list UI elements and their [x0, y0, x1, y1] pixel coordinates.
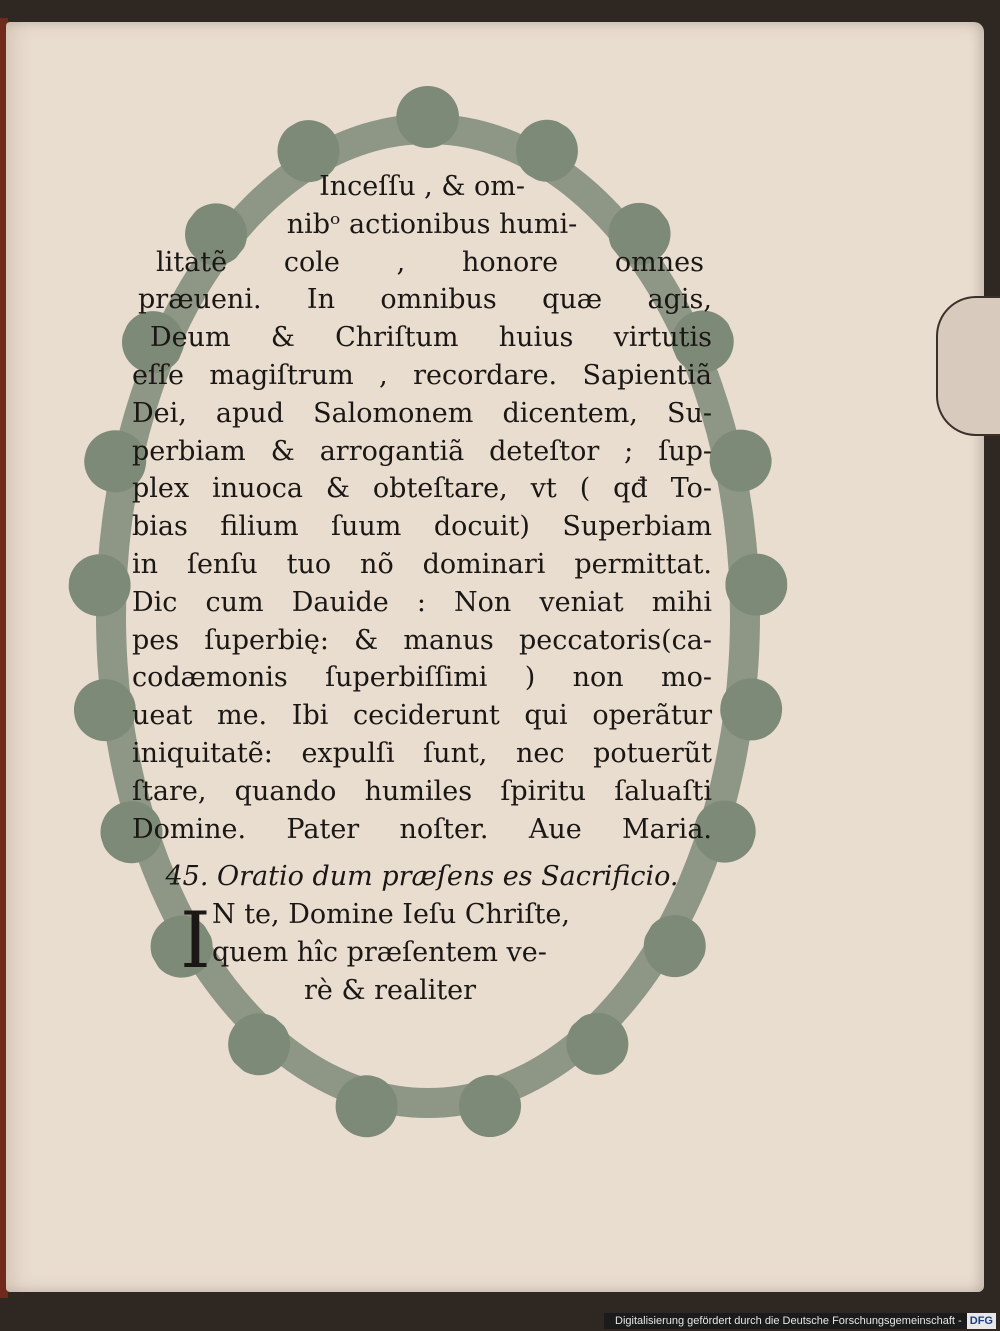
text-line: litatẽ cole , honore omnes — [156, 246, 704, 278]
prayer-line: N te, Domine Ieſu Chriſte, — [212, 899, 570, 931]
drop-cap: I — [180, 896, 211, 987]
text-line: Inceſſu , & om- — [319, 171, 525, 202]
footer-text: Digitalisierung gefördert durch die Deutsche Forschungsgemeinschaft - — [615, 1315, 962, 1327]
prayer-line: rè & realiter — [304, 974, 477, 1006]
text-line: ueat me. Ibi ceciderunt qui operãtur — [132, 700, 712, 732]
prayer-line: quem hîc præſentem ve- — [212, 936, 547, 968]
text-line: codæmonis ſuperbiſſimi ) non mo- — [132, 662, 712, 694]
text-line: Domine. Pater noſter. Aue Maria. — [132, 813, 712, 845]
text-line: ſtare, quando humiles ſpiritu ſaluaſti — [132, 775, 712, 807]
text-line: pes ſuperbię: & manus peccatoris(ca- — [132, 624, 712, 656]
text-line: iniquitatẽ: expulſi ſunt, nec potuerũt — [132, 737, 712, 769]
text-line: plex inuoca & obteſtare, vt ( qđ To- — [132, 473, 712, 505]
text-line: Dei, apud Salomonem dicentem, Su- — [132, 397, 712, 429]
prayer-block — [132, 896, 712, 1009]
page-text — [132, 168, 712, 1048]
page-tab-marker — [936, 296, 1000, 436]
dfg-logo: DFG — [967, 1313, 996, 1329]
text-line: Deum & Chriſtum huius virtutis — [150, 322, 712, 354]
text-line: nibᵒ actionibus humi- — [286, 208, 578, 240]
text-line: eſſe magiſtrum , recordare. Sapientiã — [132, 359, 712, 391]
text-line: Dic cum Dauide : Non veniat mihi — [132, 586, 712, 618]
text-line: in ſenſu tuo nõ dominari permittat. — [132, 548, 712, 580]
text-line: perbiam & arrogantiã deteſtor ; ſup- — [132, 435, 712, 467]
footer-credit — [604, 1313, 996, 1329]
section-heading: 45. Oratio dum præſens es Sacrificio. — [165, 861, 679, 893]
text-line: præueni. In omnibus quæ agis, — [138, 284, 712, 316]
text-line: bias filium ſuum docuit) Superbiam — [132, 511, 712, 543]
